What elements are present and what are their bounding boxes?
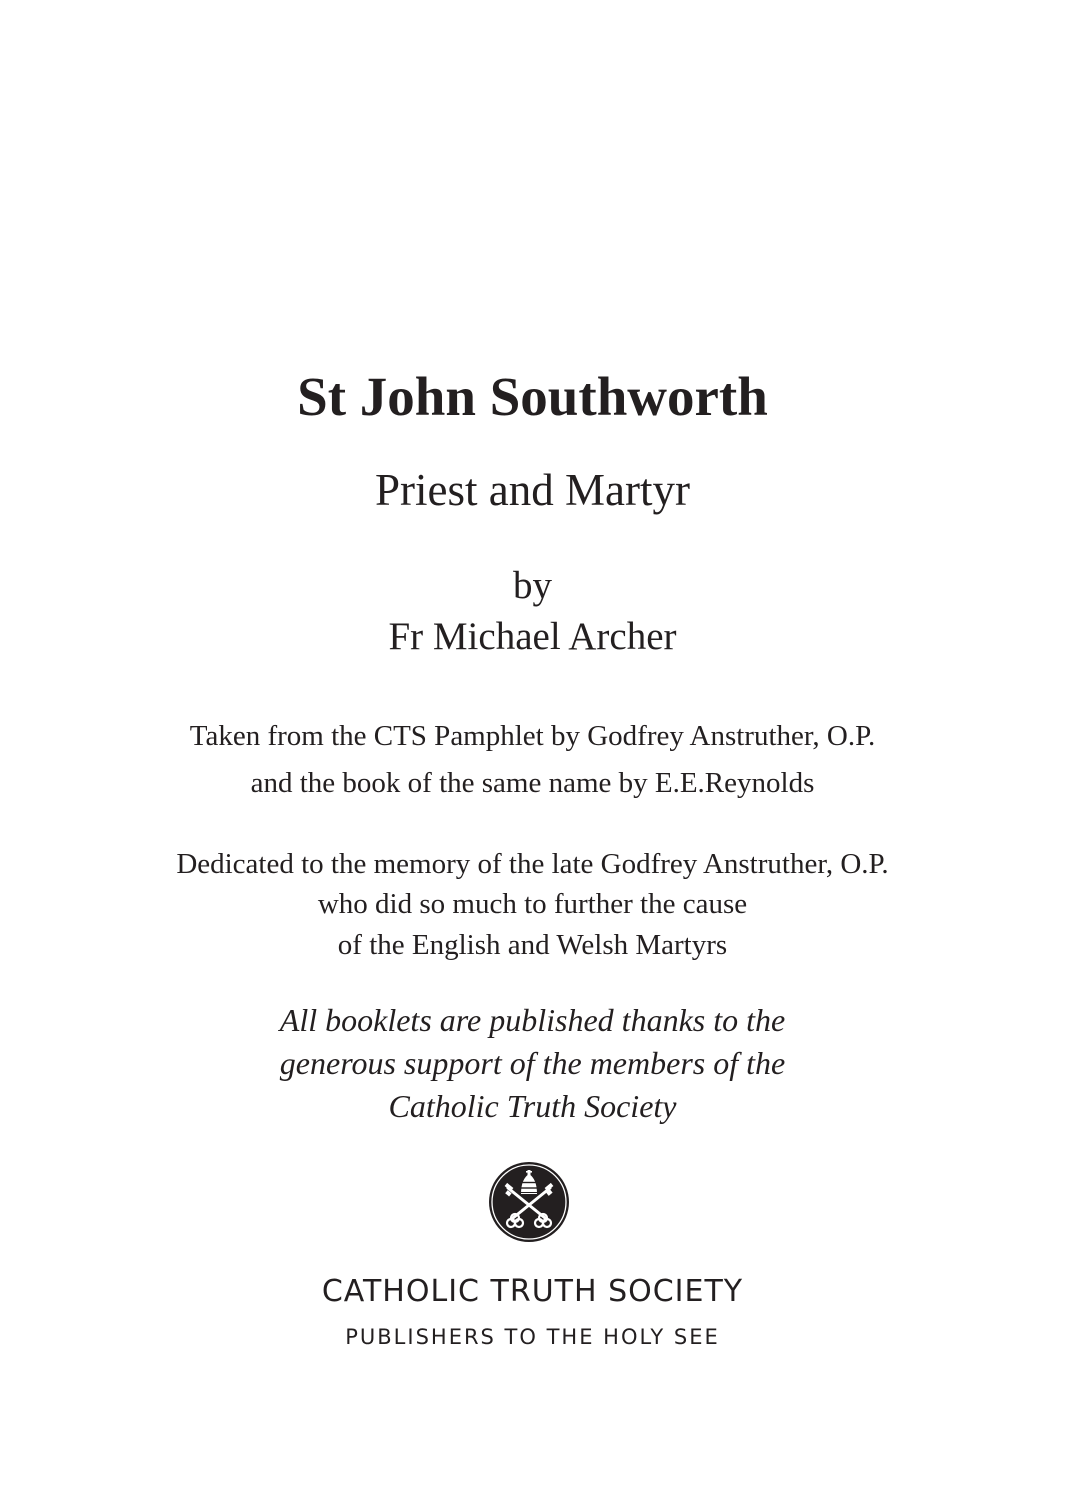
publisher-name: CATHOLIC TRUTH SOCIETY: [321, 1274, 744, 1309]
dedication-line-2: who did so much to further the cause: [317, 888, 748, 920]
support-note-line-3: Catholic Truth Society: [388, 1088, 677, 1124]
support-note-line-2: generous support of the members of the: [279, 1045, 786, 1081]
byline-by: by: [513, 564, 552, 607]
source-line-1: Taken from the CTS Pamphlet by Godfrey Anstruther, O.P.: [189, 720, 876, 752]
papal-keys-seal-icon: [488, 1161, 570, 1243]
book-subtitle: Priest and Martyr: [375, 465, 690, 515]
source-line-2: and the book of the same name by E.E.Reynolds: [250, 767, 815, 799]
publisher-tagline: PUBLISHERS TO THE HOLY SEE: [345, 1325, 720, 1349]
support-note-line-1: All booklets are published thanks to the: [279, 1002, 786, 1038]
dedication-line-3: of the English and Welsh Martyrs: [337, 929, 728, 961]
book-title: St John Southworth: [297, 366, 768, 427]
dedication-line-1: Dedicated to the memory of the late Godfrey Anstruther, O.P.: [176, 848, 889, 880]
author-name: Fr Michael Archer: [388, 615, 677, 658]
